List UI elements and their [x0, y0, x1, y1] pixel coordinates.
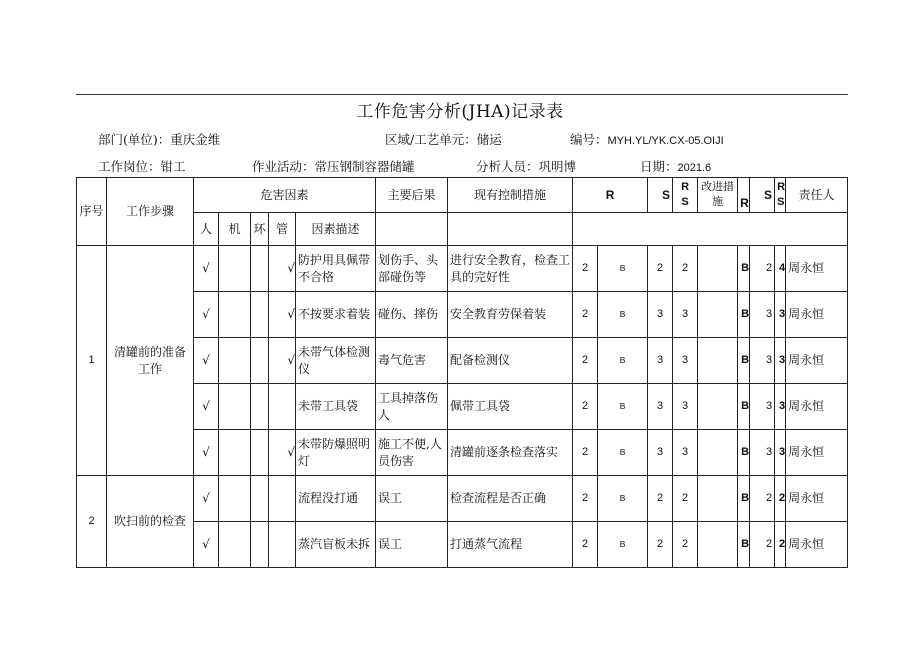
control-cell: 配备检测仪	[448, 338, 573, 384]
huan-cell	[251, 476, 269, 522]
jha-table	[76, 177, 848, 568]
r2-cell: B	[738, 522, 750, 568]
date-info	[640, 157, 711, 175]
r-cell: 2	[573, 430, 598, 476]
huan-cell	[251, 246, 269, 292]
desc-cell: 不按要求着装	[296, 292, 376, 338]
header-blank-consequence	[376, 213, 448, 246]
ji-cell	[219, 522, 251, 568]
guan-cell	[269, 522, 296, 568]
rs-cell: 3	[648, 384, 673, 430]
score-cell: 3	[673, 292, 698, 338]
huan-cell	[251, 522, 269, 568]
ji-cell	[219, 430, 251, 476]
s2-cell: 3	[750, 338, 775, 384]
owner-cell: 周永恒	[786, 292, 848, 338]
header-rs2	[775, 178, 786, 213]
improve-cell	[698, 292, 738, 338]
header-blank-scores	[573, 213, 848, 246]
header-s1: S	[648, 178, 673, 213]
top-rule	[76, 94, 848, 95]
seq-cell: 1	[77, 246, 107, 476]
r2-cell: B	[738, 246, 750, 292]
code-info	[570, 130, 724, 148]
header-rs1	[673, 178, 698, 213]
header-step: 工作步骤	[107, 178, 194, 246]
header-owner: 责任人	[786, 178, 848, 213]
huan-cell	[251, 384, 269, 430]
consequence-cell: 误工	[376, 522, 448, 568]
s2-cell: 2	[750, 476, 775, 522]
r-cell: 2	[573, 476, 598, 522]
owner-cell: 周永恒	[786, 476, 848, 522]
ren-cell: √	[194, 522, 219, 568]
consequence-cell: 划伤手、头部碰伤等	[376, 246, 448, 292]
r2-cell: B	[738, 476, 750, 522]
s-cell: B	[598, 430, 648, 476]
s2-cell: 3	[750, 292, 775, 338]
improve-cell	[698, 246, 738, 292]
ren-cell: √	[194, 246, 219, 292]
score-cell: 2	[673, 246, 698, 292]
s2-cell: 2	[750, 246, 775, 292]
ren-cell: √	[194, 338, 219, 384]
improve-cell	[698, 430, 738, 476]
ji-cell	[219, 292, 251, 338]
r-cell: 2	[573, 292, 598, 338]
r-cell: 2	[573, 384, 598, 430]
improve-cell	[698, 384, 738, 430]
rs2-cell: 2	[775, 522, 786, 568]
header-ji: 机	[219, 213, 251, 246]
consequence-cell: 误工	[376, 476, 448, 522]
r-cell: 2	[573, 338, 598, 384]
owner-cell: 周永恒	[786, 246, 848, 292]
header-hazard: 危害因素	[194, 178, 376, 213]
consequence-cell: 毒气危害	[376, 338, 448, 384]
header-seq: 序号	[77, 178, 107, 246]
header-r1: R	[573, 178, 648, 213]
improve-cell	[698, 522, 738, 568]
ren-cell: √	[194, 292, 219, 338]
header-r2: R	[738, 178, 750, 213]
consequence-cell: 施工不便,人员伤害	[376, 430, 448, 476]
huan-cell	[251, 292, 269, 338]
desc-cell: 未带气体检测仪	[296, 338, 376, 384]
control-cell: 清罐前逐条检查落实	[448, 430, 573, 476]
control-cell: 佩带工具袋	[448, 384, 573, 430]
ren-cell: √	[194, 384, 219, 430]
owner-cell: 周永恒	[786, 384, 848, 430]
s-cell: B	[598, 338, 648, 384]
guan-cell	[269, 384, 296, 430]
control-cell: 打通蒸气流程	[448, 522, 573, 568]
step-cell: 吹扫前的检查	[107, 476, 194, 568]
s2-cell: 3	[750, 384, 775, 430]
rs-cell: 2	[648, 246, 673, 292]
rs2-cell: 3	[775, 430, 786, 476]
rs2-cell: 2	[775, 476, 786, 522]
r-cell: 2	[573, 522, 598, 568]
header-rs2-r: R	[777, 181, 786, 194]
score-cell: 3	[673, 338, 698, 384]
header-s2: S	[750, 178, 775, 213]
rs-cell: 2	[648, 476, 673, 522]
date-label: 日期：	[640, 159, 678, 174]
guan-cell: √	[269, 292, 296, 338]
score-cell: 3	[673, 384, 698, 430]
score-cell: 2	[673, 476, 698, 522]
owner-cell: 周永恒	[786, 338, 848, 384]
rs-cell: 3	[648, 338, 673, 384]
rs-cell: 3	[648, 292, 673, 338]
header-row-1	[77, 178, 848, 213]
huan-cell	[251, 338, 269, 384]
r2-cell: B	[738, 292, 750, 338]
desc-cell: 流程没打通	[296, 476, 376, 522]
analyst-info: 分析人员：巩明博	[476, 159, 577, 174]
control-cell: 进行安全教育，检查工具的完好性	[448, 246, 573, 292]
seq-cell: 2	[77, 476, 107, 568]
ji-cell	[219, 338, 251, 384]
rs2-cell: 3	[775, 292, 786, 338]
header-huan: 环	[251, 213, 269, 246]
guan-cell: √	[269, 430, 296, 476]
s-cell: B	[598, 246, 648, 292]
r-cell: 2	[573, 246, 598, 292]
header-improve: 改进措施	[698, 178, 738, 213]
desc-cell: 防护用具佩带不合格	[296, 246, 376, 292]
header-control: 现有控制措施	[448, 178, 573, 213]
consequence-cell: 工具掉落伤人	[376, 384, 448, 430]
guan-cell: √	[269, 338, 296, 384]
r2-cell: B	[738, 430, 750, 476]
desc-cell: 未带工具袋	[296, 384, 376, 430]
desc-cell: 蒸汽盲板未拆	[296, 522, 376, 568]
header-consequence: 主要后果	[376, 178, 448, 213]
ji-cell	[219, 246, 251, 292]
ren-cell: √	[194, 430, 219, 476]
guan-cell	[269, 476, 296, 522]
area-info: 区域/工艺单元：储运	[385, 132, 502, 147]
header-rs1-s: S	[681, 196, 689, 208]
s2-cell: 2	[750, 522, 775, 568]
header-rs1-r: R	[681, 181, 690, 194]
owner-cell: 周永恒	[786, 430, 848, 476]
improve-cell	[698, 476, 738, 522]
code-value: MYH.YL/YK.CX-05.OIJI	[607, 135, 724, 147]
huan-cell	[251, 430, 269, 476]
score-cell: 2	[673, 522, 698, 568]
page-title: 工作危害分析(JHA)记录表	[356, 102, 564, 122]
r2-cell: B	[738, 338, 750, 384]
activity-info: 作业活动：常压钢制容器储罐	[252, 159, 415, 174]
s2-cell: 3	[750, 430, 775, 476]
consequence-cell: 碰伤、摔伤	[376, 292, 448, 338]
date-value: 2021.6	[677, 162, 712, 174]
header-ren: 人	[194, 213, 219, 246]
s-cell: B	[598, 384, 648, 430]
code-label: 编号：	[570, 132, 608, 147]
rs2-cell: 4	[775, 246, 786, 292]
rs2-cell: 3	[775, 338, 786, 384]
header-rs2-s: S	[777, 196, 785, 208]
header-blank-control	[448, 213, 573, 246]
ren-cell: √	[194, 476, 219, 522]
s-cell: B	[598, 522, 648, 568]
guan-cell: √	[269, 246, 296, 292]
improve-cell	[698, 338, 738, 384]
owner-cell: 周永恒	[786, 522, 848, 568]
ji-cell	[219, 384, 251, 430]
control-cell: 检查流程是否正确	[448, 476, 573, 522]
rs2-cell: 3	[775, 384, 786, 430]
step-cell: 清罐前的准备工作	[107, 246, 194, 476]
table-row	[77, 246, 848, 292]
dept-info: 部门(单位)：重庆金维	[98, 132, 221, 147]
ji-cell	[219, 476, 251, 522]
table-row	[77, 476, 848, 522]
r2-cell: B	[738, 384, 750, 430]
rs-cell: 3	[648, 430, 673, 476]
s-cell: B	[598, 476, 648, 522]
control-cell: 安全教育劳保着装	[448, 292, 573, 338]
score-cell: 3	[673, 430, 698, 476]
desc-cell: 未带防爆照明灯	[296, 430, 376, 476]
post-info: 工作岗位：钳工	[98, 159, 186, 174]
header-guan: 管	[269, 213, 296, 246]
rs-cell: 2	[648, 522, 673, 568]
header-desc: 因素描述	[296, 213, 376, 246]
s-cell: B	[598, 292, 648, 338]
